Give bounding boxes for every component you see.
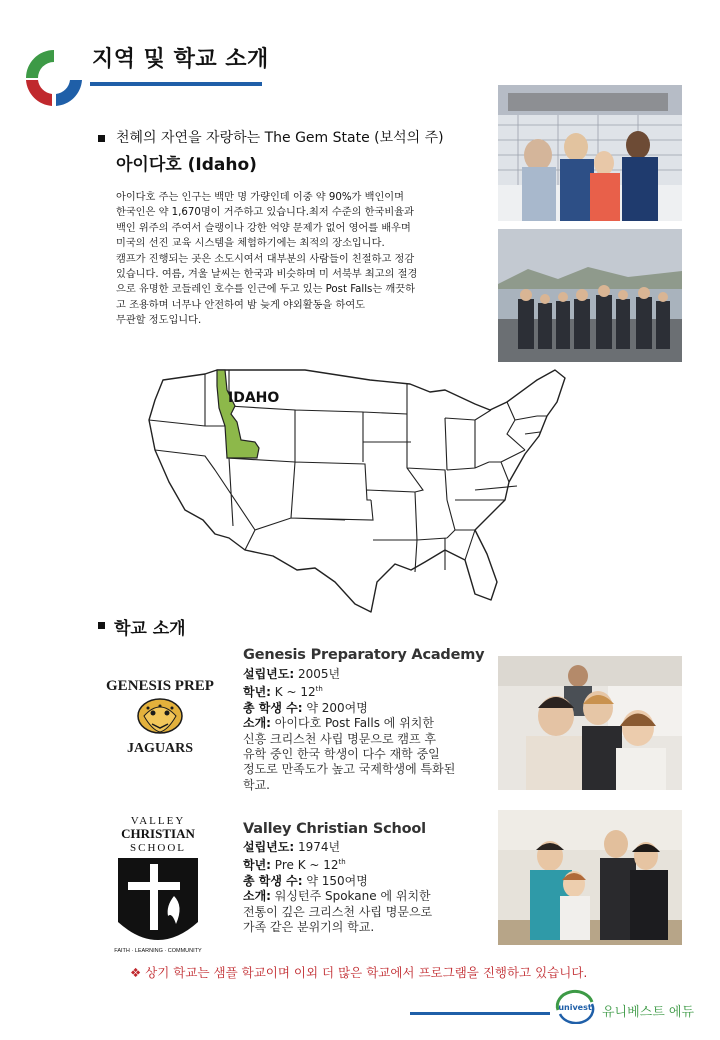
univest-logo-text: univest	[558, 1003, 592, 1012]
intro-body-line: 캠프가 진행되는 곳은 소도시여서 대부분의 사람들이 친절하고 정감	[116, 253, 415, 265]
intro-body	[116, 190, 486, 329]
footer-rule	[410, 1012, 550, 1015]
founded-value: 1974년	[294, 840, 341, 854]
intro-body-line: 아이다호 주는 인구는 백만 명 가량인데 이중 약 90%가 백인이며	[116, 192, 404, 203]
grade-label: 학년:	[243, 858, 271, 873]
grade-value: K ~ 12	[270, 685, 316, 700]
students-snow-photo	[498, 85, 682, 221]
us-map	[145, 350, 585, 620]
schools-heading: 학교 소개	[114, 619, 186, 639]
title-underline	[90, 82, 262, 86]
intro-line: 신흥 크리스천 사립 명문으로 캠프 후	[243, 731, 436, 746]
intro-body-line: 미국의 선진 교육 시스템을 체험하기에는 최적의 장소입니다.	[116, 238, 385, 250]
grade-label: 학년:	[243, 685, 271, 700]
intro-body-line: 한국인은 약 1,670명이 거주하고 있습니다.최저 수준의 한국비율과	[116, 207, 414, 219]
founded-value: 2005년	[294, 667, 341, 681]
school-name: Genesis Preparatory Academy	[243, 647, 485, 663]
genesis-prep-logo	[104, 670, 216, 760]
students-value: 약 150여명	[302, 873, 368, 888]
intro-body-line: 으로 유명한 코들레인 호수를 인근에 두고 있는 Post Falls는 깨끗하	[116, 284, 415, 296]
footnote: ❖ 상기 학교는 샘플 학교이며 이외 더 많은 학교에서 프로그램을 진행하고 있습니다.	[130, 965, 588, 980]
grade-suffix: th	[315, 685, 323, 694]
school-info	[243, 840, 432, 935]
intro-line: 아이다호 Post Falls 에 위치한	[270, 716, 434, 731]
intro-line: 전통이 깊은 크리스천 사립 명문으로	[243, 904, 433, 919]
intro-heading: 아이다호 (Idaho)	[116, 155, 257, 175]
intro-body-line: 무관할 정도입니다.	[116, 315, 202, 327]
genesis-logo-bottom: JAGUARS	[126, 741, 194, 756]
school-info	[243, 667, 455, 793]
vcs-logo-line3: SCHOOL	[129, 842, 187, 854]
founded-label: 설립년도:	[243, 667, 295, 681]
students-gym-photo	[498, 810, 682, 945]
intro-line: 가족 같은 분위기의 학교.	[243, 920, 375, 935]
intro-body-line: 있습니다. 여름, 겨울 날씨는 한국과 비슷하며 미 서북부 최고의 절경	[116, 269, 418, 281]
valley-christian-logo	[110, 812, 206, 958]
brand-ring-logo	[22, 46, 86, 110]
students-value: 약 200여명	[302, 700, 368, 715]
bullet-icon	[98, 622, 105, 629]
grade-suffix: th	[338, 858, 346, 867]
founded-label: 설립년도:	[243, 840, 295, 854]
univest-logo-icon	[552, 988, 598, 1024]
vcs-logo-line2: CHRISTIAN	[121, 826, 195, 841]
grade-value: Pre K ~ 12	[270, 858, 339, 873]
intro-body-line: 백인 위주의 주여서 슬랭이나 강한 억양 문제가 없어 영어를 배우며	[116, 222, 411, 234]
intro-label: 소개:	[243, 716, 271, 731]
intro-subtitle: 천혜의 자연을 자랑하는 The Gem State (보석의 주)	[116, 130, 444, 146]
bullet-icon	[98, 135, 105, 142]
students-label: 총 학생 수:	[243, 873, 303, 888]
footer-brand: 유니베스트 에듀	[602, 1005, 695, 1020]
intro-line: 정도로 만족도가 높고 국제학생에 특화된	[243, 762, 456, 777]
page-title: 지역 및 학교 소개	[92, 47, 269, 72]
idaho-label: IDAHO	[228, 390, 280, 406]
group-lakeside-photo	[498, 229, 682, 362]
students-indoor-photo	[498, 656, 682, 790]
intro-line: 워싱턴주 Spokane 에 위치한	[270, 889, 431, 904]
students-label: 총 학생 수:	[243, 700, 303, 715]
map-us-outline	[149, 370, 565, 612]
vcs-logo-motto: FAITH · LEARNING · COMMUNITY	[114, 948, 202, 954]
vcs-logo-line1: VALLEY	[130, 815, 186, 827]
genesis-logo-top: GENESIS PREP	[106, 678, 214, 694]
school-name: Valley Christian School	[243, 821, 426, 837]
intro-label: 소개:	[243, 889, 271, 904]
intro-line: 학교.	[243, 777, 270, 792]
intro-body-line: 고 조용하며 너무나 안전하여 밤 늦게 야외활동을 하여도	[116, 299, 366, 311]
intro-line: 유학 중인 한국 학생이 다수 재학 중일	[243, 747, 440, 762]
